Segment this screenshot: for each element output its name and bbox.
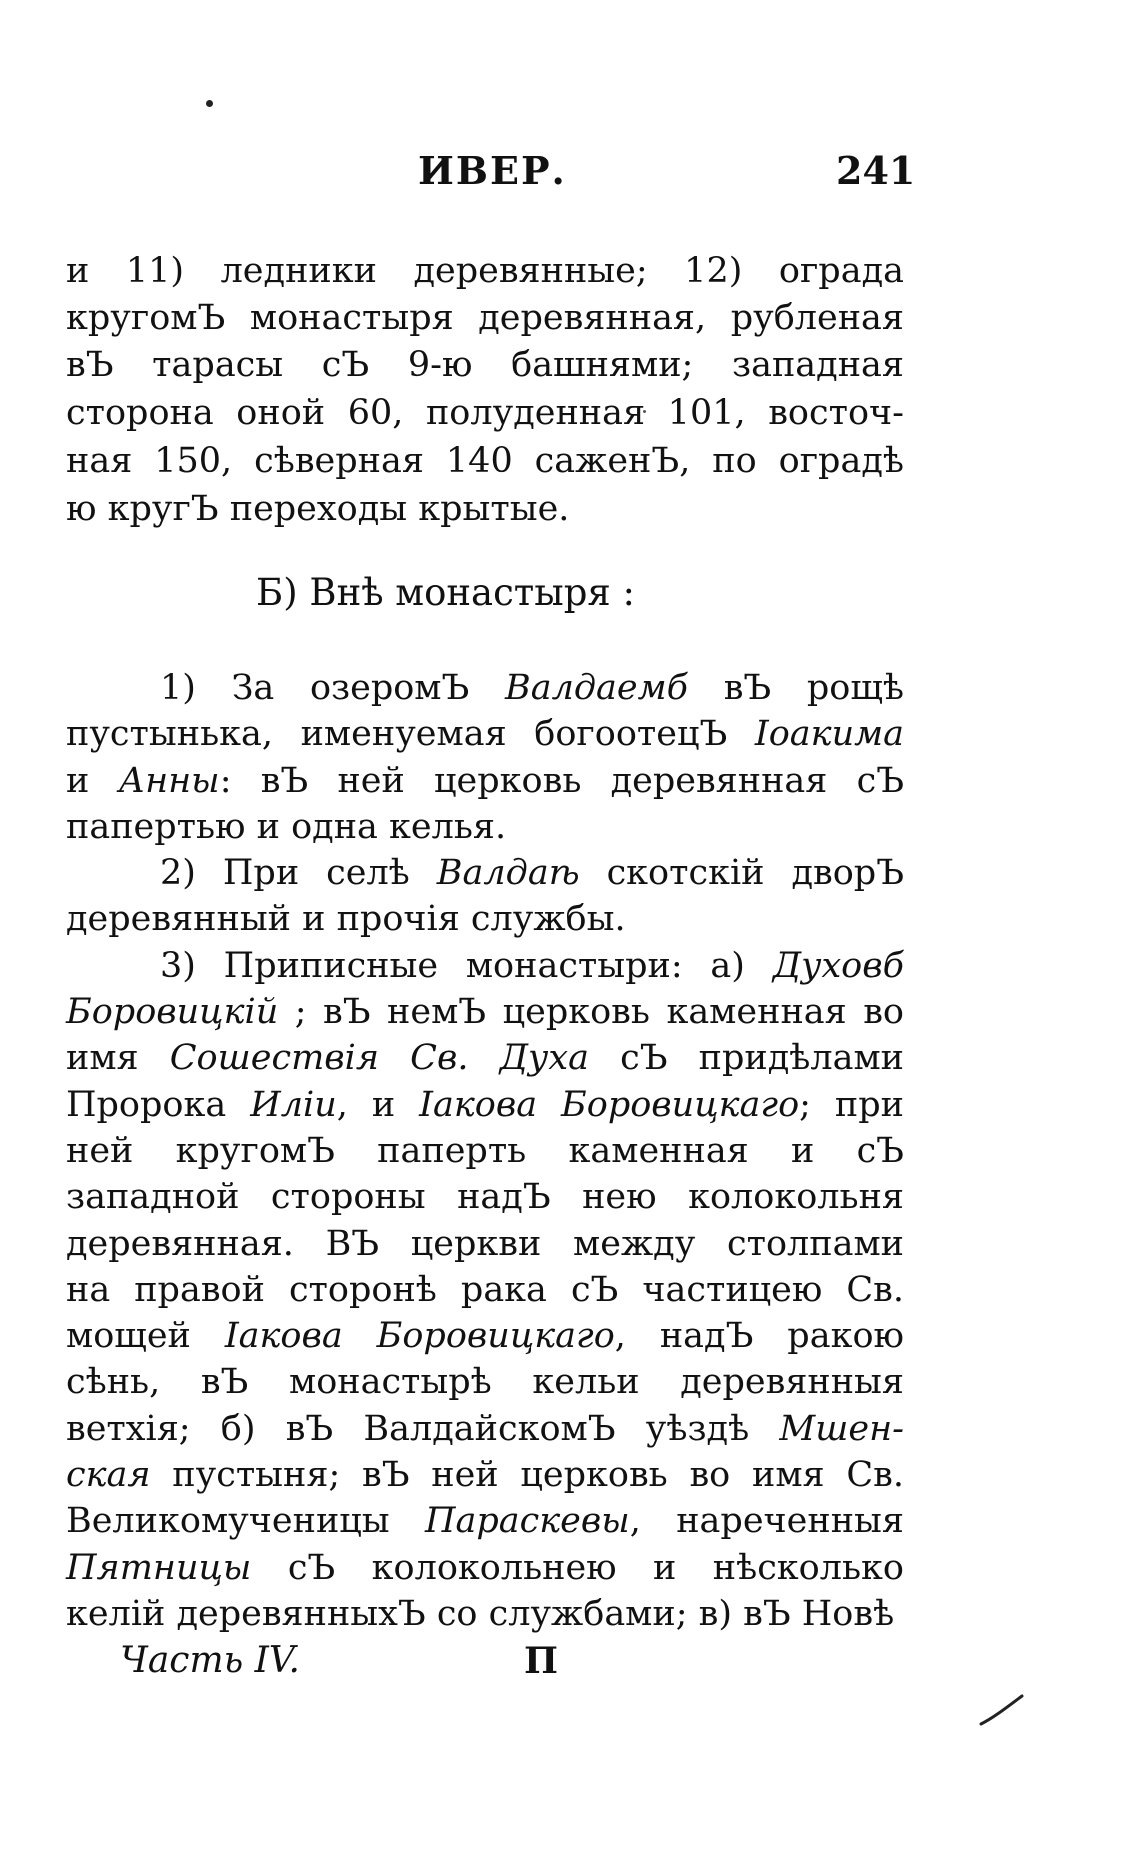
item-line	[66, 1591, 904, 1637]
item-line	[66, 711, 904, 757]
italic-segment: Валдаемб	[505, 668, 689, 708]
text-line: кругомЪ монастыря деревянная, рубленая	[66, 298, 904, 338]
italic-segment: Пятницы	[66, 1548, 252, 1588]
text-segment: деревянная. ВЪ церкви между столпами	[66, 1224, 904, 1264]
italic-segment: Валдаѣ	[436, 853, 580, 893]
text-segment: имя	[66, 1038, 170, 1078]
text-segment: ветхія; б) вЪ ВалдайскомЪ уѣздѣ	[66, 1409, 780, 1449]
item-line	[66, 1545, 904, 1591]
italic-segment: ская	[66, 1455, 151, 1495]
item-line	[66, 896, 904, 942]
text-segment: и	[66, 761, 119, 801]
item-line	[66, 1313, 904, 1359]
running-head: ИВЕР.	[418, 148, 567, 193]
italic-segment: Іакова Боровицкаго	[224, 1316, 615, 1356]
text-segment: 1) За озеромЪ	[160, 668, 505, 708]
item-first-line	[160, 850, 904, 896]
item-line	[66, 1174, 904, 1220]
text-segment: пустынька, именуемая богоотецЪ	[66, 714, 755, 754]
text-segment: , и	[336, 1085, 420, 1125]
item-line	[66, 1128, 904, 1174]
text-segment: , надЪ ракою	[614, 1316, 904, 1356]
pen-stroke-mark	[978, 1690, 1028, 1730]
page-number: 241	[836, 148, 916, 193]
item-line	[66, 1035, 904, 1081]
item-line	[66, 1267, 904, 1313]
text-segment: 3) Приписные монастыри: а)	[160, 946, 773, 986]
text-segment: сЪ колокольнею и нѣсколько	[251, 1548, 904, 1588]
item-line	[66, 804, 904, 850]
text-segment: пустыня; вЪ ней церковь во имя Св.	[150, 1455, 904, 1495]
text-segment: ней кругомЪ паперть каменная и сЪ	[66, 1131, 904, 1171]
text-line: сторона оной 60, полуденная 101, восточ-	[66, 393, 904, 433]
part-label: Часть IV.	[120, 1640, 300, 1681]
text-line: ю кругЪ переходы крытые.	[66, 489, 570, 529]
italic-segment: Сошествія Св. Духа	[169, 1038, 589, 1078]
text-segment: Великомученицы	[66, 1501, 425, 1541]
text-segment: 2) При селѣ	[160, 853, 437, 893]
text-segment: сЪ придѣлами	[588, 1038, 905, 1078]
italic-segment: Іоакима	[754, 714, 904, 754]
text-segment: : вЪ ней церковь деревянная сЪ	[219, 761, 904, 801]
text-segment: на правой сторонѣ рака сЪ частицею Св.	[66, 1270, 904, 1310]
text-segment: папертью и одна келья.	[66, 807, 507, 847]
italic-segment: Духовб	[772, 946, 904, 986]
ink-speck	[206, 100, 213, 107]
item-line	[66, 1452, 904, 1498]
section-title: Б) Внѣ монастыря :	[256, 571, 635, 614]
italic-segment: Іакова Боровицкаго	[419, 1085, 800, 1125]
item-line	[66, 1498, 904, 1544]
item-line	[66, 1359, 904, 1405]
text-segment: , нареченныя	[629, 1501, 904, 1541]
item-line	[66, 758, 904, 804]
text-segment: западной стороны надЪ нею колокольня	[66, 1177, 904, 1217]
italic-segment: Мшен-	[779, 1409, 904, 1449]
text-line: и 11) ледники деревянные; 12) ограда	[66, 251, 904, 291]
text-segment: келій деревянныхЪ со службами; в) вЪ Новѣ	[66, 1594, 895, 1634]
italic-segment: Боровицкій	[66, 992, 279, 1032]
italic-segment: Анны	[118, 761, 220, 801]
text-segment: скотскій дворЪ	[579, 853, 904, 893]
item-line	[66, 1221, 904, 1267]
italic-segment: Иліи	[250, 1085, 337, 1125]
text-line: ная 150, сѣверная 140 саженЪ, по оградѣ	[66, 441, 904, 481]
item-line	[66, 1082, 904, 1128]
item-first-line	[160, 943, 904, 989]
text-segment: ; вЪ немЪ церковь каменная во	[278, 992, 904, 1032]
text-segment: вЪ рощѣ	[688, 668, 904, 708]
item-line	[66, 1406, 904, 1452]
text-line: вЪ тарасы сЪ 9-ю башнями; западная	[66, 345, 904, 385]
text-segment: ; при	[799, 1085, 904, 1125]
item-first-line	[160, 665, 904, 711]
text-segment: Пророка	[66, 1085, 251, 1125]
text-segment: деревянный и прочія службы.	[66, 899, 626, 939]
italic-segment: Параскевы	[424, 1501, 630, 1541]
item-line	[66, 989, 904, 1035]
signature-mark: П	[524, 1640, 558, 1682]
text-segment: мощей	[66, 1316, 225, 1356]
text-segment: сѣнь, вЪ монастырѣ кельи деревянныя	[66, 1362, 904, 1402]
